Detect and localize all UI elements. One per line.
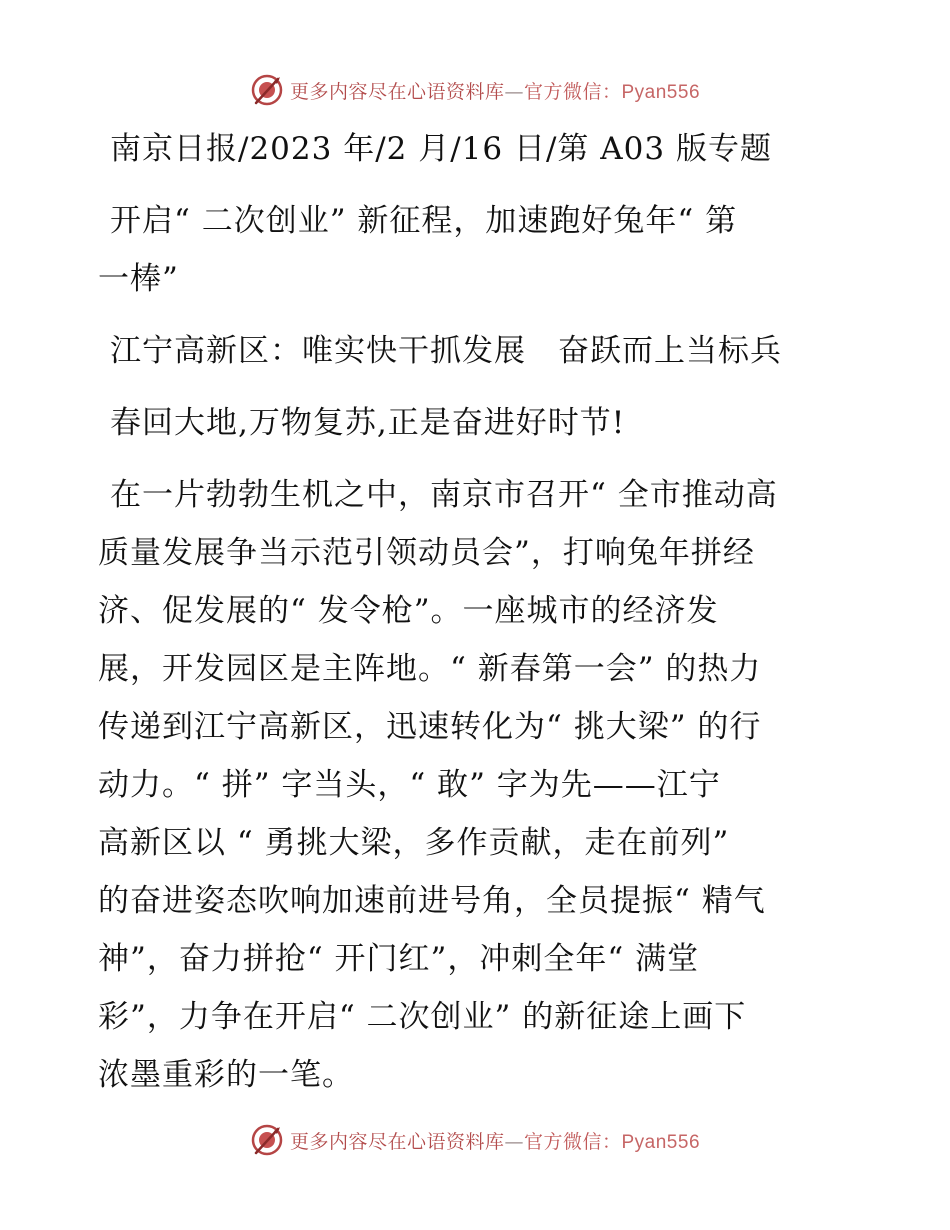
body-line: 展，开发园区是主阵地。“ 新春第一会” 的热力: [98, 651, 762, 687]
body-line: 质量发展争当示范引领动员会”，打响兔年拼经: [98, 535, 755, 571]
quill-logo-icon: [250, 73, 284, 107]
watermark-text: 更多内容尽在心语资料库—官方微信：Pyan556: [289, 80, 701, 103]
subheadline: 江宁高新区：唯实快干抓发展 奋跃而上当标兵: [110, 333, 782, 369]
lead-sentence: 春回大地,万物复苏,正是奋进好时节!: [110, 405, 626, 441]
headline-line-1: 开启“ 二次创业” 新征程，加速跑好兔年“ 第: [110, 203, 738, 239]
body-line: 神”，奋力拼抢“ 开门红”，冲刺全年“ 满堂: [98, 941, 700, 977]
body-line: 动力。“ 拼” 字当头，“ 敢” 字为先——江宁: [98, 767, 721, 803]
header-watermark-banner: [0, 70, 950, 110]
watermark-text: 更多内容尽在心语资料库—官方微信：Pyan556: [289, 1130, 701, 1153]
article-body: [98, 120, 858, 1104]
article-source: 南京日报/2023 年/2 月/16 日/第 A03 版专题: [110, 131, 772, 167]
body-line: 传递到江宁高新区，迅速转化为“ 挑大梁” 的行: [98, 709, 762, 745]
headline-line-2: 一棒”: [98, 261, 179, 297]
body-line: 济、促发展的“ 发令枪”。一座城市的经济发: [98, 593, 719, 629]
footer-watermark-banner: [0, 1120, 950, 1160]
body-line: 的奋进姿态吹响加速前进号角，全员提振“ 精气: [98, 883, 766, 919]
body-line: 彩”，力争在开启“ 二次创业” 的新征途上画下: [98, 999, 747, 1035]
quill-logo-icon: [250, 1123, 284, 1157]
body-line: 在一片勃勃生机之中，南京市召开“ 全市推动高: [110, 477, 778, 513]
body-line: 浓墨重彩的一笔。: [98, 1057, 354, 1093]
body-line: 高新区以 “ 勇挑大梁，多作贡献，走在前列”: [98, 825, 730, 861]
